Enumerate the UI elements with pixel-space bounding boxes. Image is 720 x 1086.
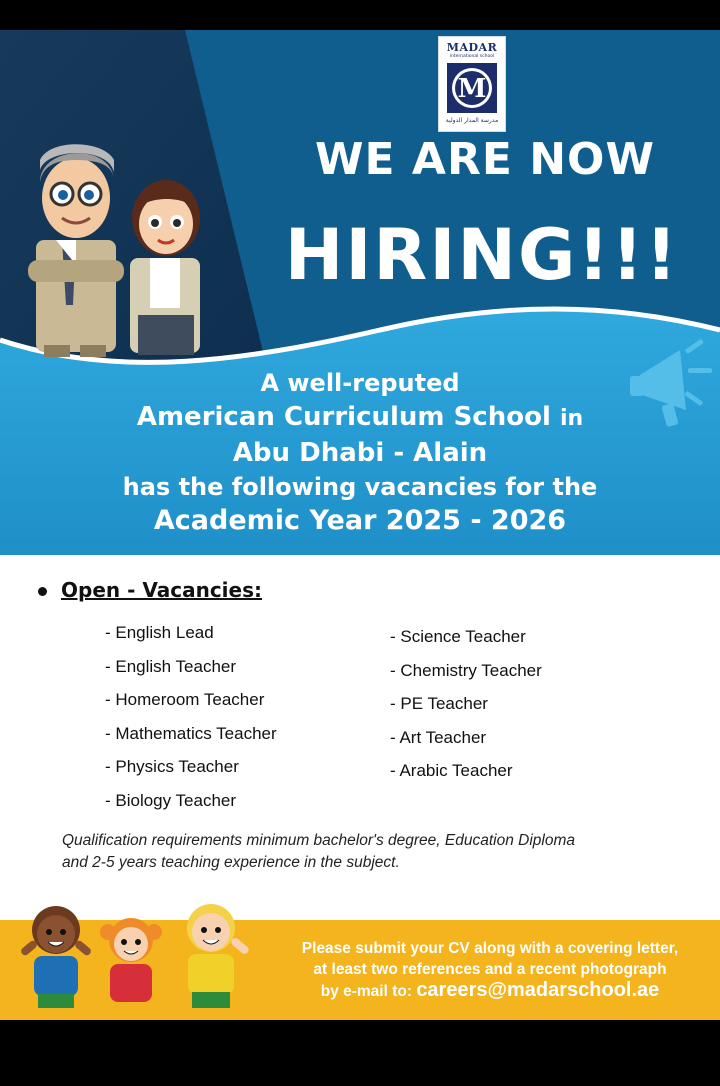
logo-subtitle: international school [449,54,495,59]
hiring-poster [0,30,720,1020]
qualification-line1: Qualification requirements minimum bachelor's degree, Education Diploma [62,832,575,849]
vacancy-item: - PE Teacher [390,694,488,713]
child-figure-1 [20,906,92,1008]
children-illustration [20,894,260,1020]
child-figure-2 [100,918,162,1002]
vacancies-left-list [105,616,277,817]
vacancies-right-list [390,620,542,788]
child-figure-3 [187,904,250,1008]
teachers-illustration [18,90,268,360]
headline-line2: HIRING!!! [284,214,680,296]
vacancy-item: - Biology Teacher [105,790,237,810]
vacancy-item: - Homeroom Teacher [105,690,265,709]
submit-line3-prefix: by e-mail to: [320,983,412,1000]
description-line4: has the following vacancies for the [122,473,598,501]
hero-section [0,30,720,555]
school-description [60,366,660,538]
description-line2-suffix: in [559,406,584,431]
description-line1: A well-reputed [260,369,460,397]
vacancy-item: - Art Teacher [390,727,487,747]
qualification-requirements [62,830,622,874]
school-logo [438,36,506,132]
description-line2: American Curriculum School [136,402,551,432]
bullet-icon [38,587,47,596]
qualification-line2: and 2-5 years teaching experience in the subject. [62,854,400,871]
description-line5: Academic Year 2025 - 2026 [153,505,567,536]
female-teacher-figure [130,180,200,355]
vacancy-item: - Physics Teacher [105,757,239,776]
submission-instructions [270,938,710,1002]
description-line3: Abu Dhabi - Alain [232,438,488,468]
vacancy-item: - Science Teacher [390,627,526,646]
logo-letter: M [457,74,487,104]
email-link[interactable]: careers@madarschool.ae [416,979,660,1001]
submit-line1: Please submit your CV along with a covering letter, [301,940,679,957]
submit-line2: at least two references and a recent photograph [313,961,667,978]
vacancies-heading [38,578,262,602]
logo-emblem-icon [447,63,497,113]
vacancy-item: - English Teacher [105,656,237,676]
vacancy-item: - Arabic Teacher [390,761,513,780]
logo-arabic: مدرسة المدار الدولية [445,117,499,124]
vacancy-item: - Mathematics Teacher [105,723,277,743]
vacancy-item: - Chemistry Teacher [390,660,542,680]
logo-name: MADAR [446,41,498,54]
vacancy-item: - English Lead [105,623,214,642]
vacancies-heading-text: Open - Vacancies: [61,578,262,602]
male-teacher-figure [28,144,124,357]
headline-line1: WE ARE NOW [315,134,655,185]
